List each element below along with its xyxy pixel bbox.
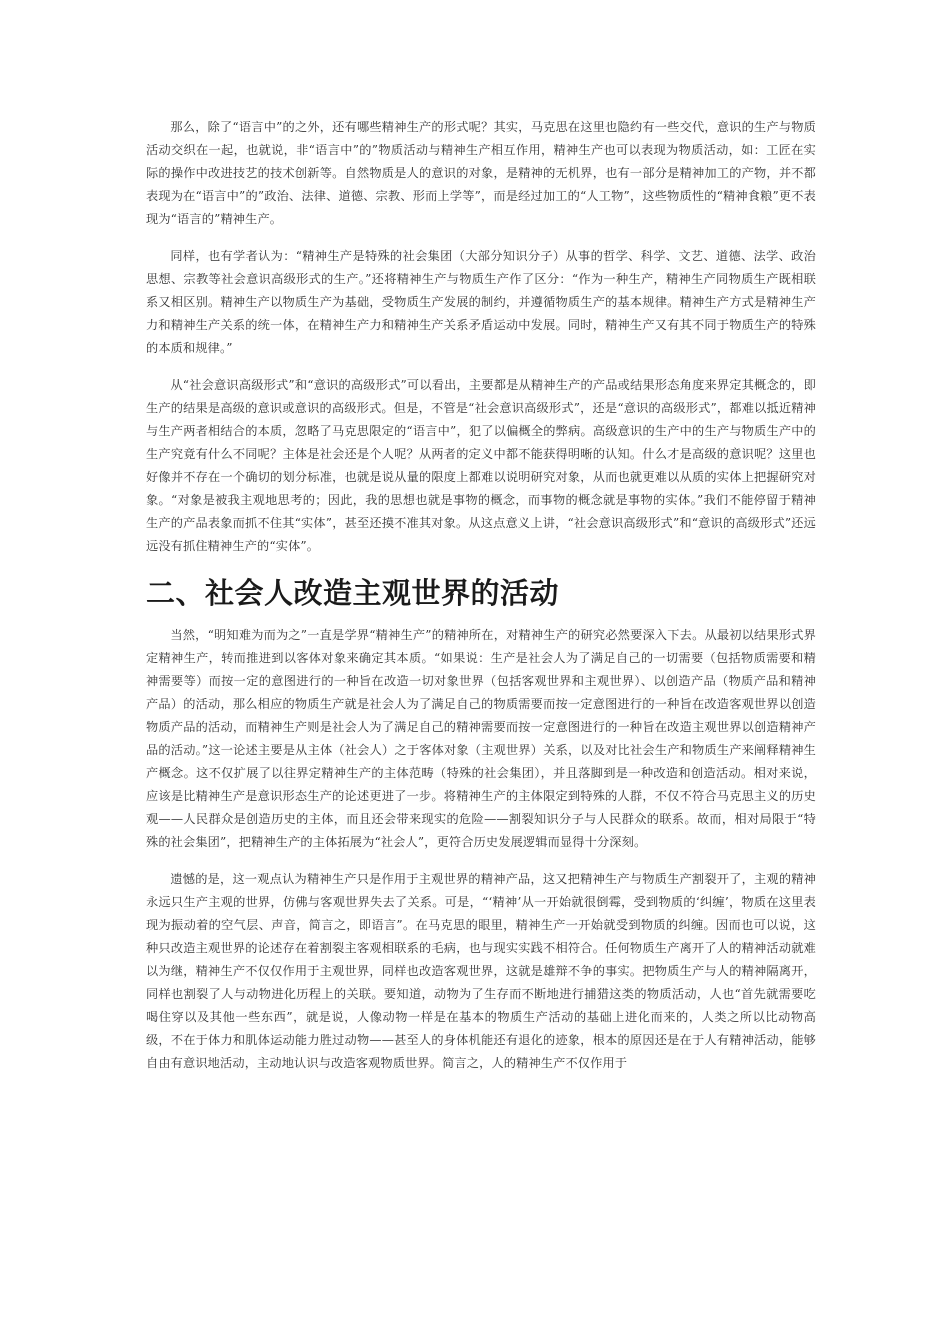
document-page	[146, 116, 816, 1089]
paragraph: 遗憾的是，这一观点认为精神生产只是作用于主观世界的精神产品，这又把精神生产与物质生产割裂开了，主观的精神永远只生产主观的世界，仿佛与客观世界失去了关系。可是，“‘精神’从一开始就很倒霉，受到物质的‘纠缠’，物质在这里表现为振动着的空气层、声音，简言之，即语言”。在马克思的眼里，精神生产一开始就受到物质的纠缠。因而也可以说，这种只改造主观世界的论述存在着割裂主客观相联系的毛病，也与现实实践不相符合。任何物质生产离开了人的精神活动就难以为继，精神生产不仅仅作用于主观世界，同样也改造客观世界，这就是雄辩不争的事实。把物质生产与人的精神隔离开，同样也割裂了人与动物进化历程上的关联。要知道，动物为了生存而不断地进行捕猎这类的物质活动，人也“首先就需要吃喝住穿以及其他一些东西”，就是说，人像动物一样是在基本的物质生产活动的基础上进化而来的，人类之所以比动物高级，不在于体力和肌体运动能力胜过动物——甚至人的身体机能还有退化的迹象，根本的原因还是在于人有精神活动，能够自由有意识地活动，主动地认识与改造客观物质世界。简言之，人的精神生产不仅作用于	[146, 872, 816, 1070]
paragraph: 同样，也有学者认为：“精神生产是特殊的社会集团（大部分知识分子）从事的哲学、科学、文艺、道德、法学、政治思想、宗教等社会意识高级形式的生产。”还将精神生产与物质生产作了区分：“作为一种生产，精神生产同物质生产既相联系又相区别。精神生产以物质生产为基础，受物质生产发展的制约，并遵循物质生产的基本规律。精神生产方式是精神生产力和精神生产关系的统一体，在精神生产力和精神生产关系矛盾运动中发展。同时，精神生产又有其不同于物质生产的特殊的本质和规律。”	[146, 249, 816, 355]
section-heading: 二、社会人改造主观世界的活动	[146, 576, 560, 610]
paragraph: 那么，除了“语言中”的之外，还有哪些精神生产的形式呢？其实，马克思在这里也隐约有一些交代，意识的生产与物质活动交织在一起，也就说，非“语言中”的”物质活动与精神生产相互作用，精神生产也可以表现为物质活动，如：工匠在实际的操作中改进技艺的技术创新等。自然物质是人的意识的对象，是精神的无机界，也有一部分是精神加工的产物，并不都表现为在“语言中”的”政治、法律、道德、宗教、形而上学等”，而是经过加工的“人工物”，这些物质性的“精神食粮”更不表现为“语言的”精神生产。	[146, 120, 816, 226]
paragraph: 当然，“明知难为而为之”一直是学界“精神生产”的精神所在，对精神生产的研究必然要深入下去。从最初以结果形式界定精神生产，转而推进到以客体对象来确定其本质。“如果说：生产是社会人为了满足自己的一切需要（包括物质需要和精神需要等）而按一定的意图进行的一种旨在改造一切对象世界（包括客观世界和主观世界）、以创造产品（物质产品和精神产品）的活动，那么相应的物质生产就是社会人为了满足自己的物质需要而按一定意图进行的一种旨在改造客观世界以创造物质产品的活动，而精神生产则是社会人为了满足自己的精神需要而按一定意图进行的一种旨在改造主观世界以创造精神产品的活动。”这一论述主要是从主体（社会人）之于客体对象（主观世界）关系，以及对比社会生产和物质生产来阐释精神生产概念。这不仅扩展了以往界定精神生产的主体范畴（特殊的社会集团），并且落脚到是一种改造和创造活动。相对来说，应该是比精神生产是意识形态生产的论述更进了一步。将精神生产的主体限定到特殊的人群，不仅不符合马克思主义的历史观——人民群众是创造历史的主体，而且还会带来现实的危险——割裂知识分子与人民群众的联系。故而，相对局限于“特殊的社会集团”，把精神生产的主体拓展为“社会人”，更符合历史发展逻辑而显得十分深刻。	[146, 628, 816, 849]
paragraph: 从“社会意识高级形式”和“意识的高级形式”可以看出，主要都是从精神生产的产品或结果形态角度来界定其概念的，即生产的结果是高级的意识或意识的高级形式。但是，不管是“社会意识高级形式”，还是“意识的高级形式”，都难以抵近精神与生产两者相结合的本质，忽略了马克思限定的“语言中”，犯了以偏概全的弊病。高级意识的生产中的生产与物质生产中的生产究竟有什么不同呢？主体是社会还是个人呢？从两者的定义中都不能获得明晰的认知。什么才是高级的意识呢？这里也好像并不存在一个确切的划分标准，也就是说从量的限度上都难以说明研究对象，从而也就更难以从质的实体上把握研究对象。“对象是被我主观地思考的；因此，我的思想也就是事物的概念，而事物的概念就是事物的实体。”我们不能停留于精神生产的产品表象而抓不住其“实体”，甚至还摸不准其对象。从这点意义上讲，“社会意识高级形式”和“意识的高级形式”还远远没有抓住精神生产的“实体”。	[146, 378, 816, 553]
